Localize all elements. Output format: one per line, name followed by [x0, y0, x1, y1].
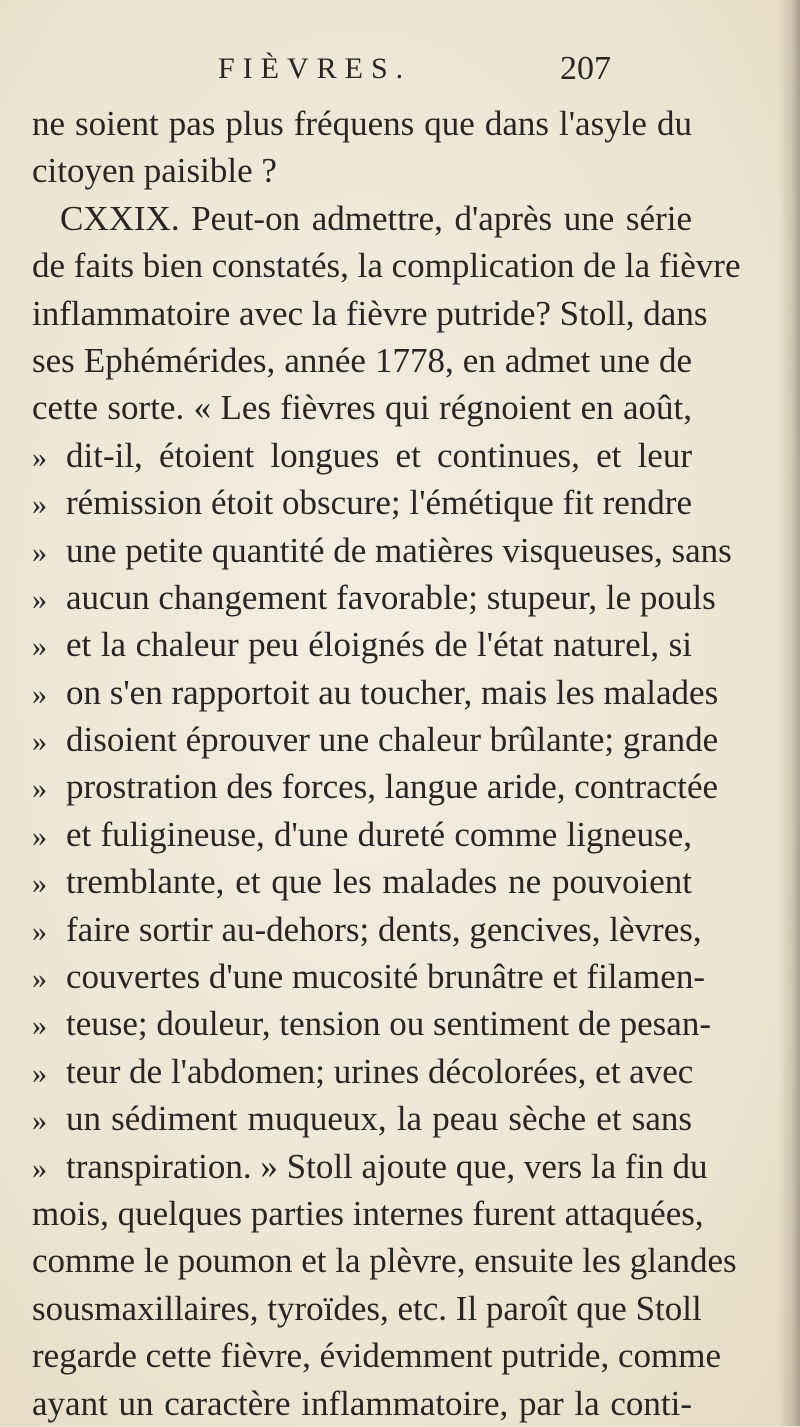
quote-line	[32, 811, 692, 858]
guillemet-mark: »	[32, 1151, 47, 1185]
quote-text: tremblante, et que les malades ne pouvoient	[66, 862, 692, 902]
quote-line	[32, 906, 702, 953]
page-number: 207	[560, 50, 611, 87]
text-line: inflammatoire avec la fièvre putride? Stoll, dans	[32, 293, 708, 333]
quote-line	[32, 1000, 711, 1047]
quote-text: prostration des forces, langue aride, contractée	[66, 767, 719, 807]
quote-text: un sédiment muqueux, la peau sèche et sans	[66, 1099, 692, 1139]
quote-line	[32, 1143, 708, 1190]
text-line: sousmaxillaires, tyroïdes, etc. Il paroît que Stoll	[32, 1288, 702, 1328]
text-line: ses Ephémérides, année 1778, en admet une de	[32, 340, 692, 380]
quote-line	[32, 669, 719, 716]
quote-text: une petite quantité de matières visqueuses, sans	[66, 530, 732, 570]
quote-line	[32, 953, 705, 1000]
quote-line	[32, 858, 692, 905]
quote-text: aucun changement favorable; stupeur, le pouls	[66, 577, 716, 617]
guillemet-mark: »	[32, 772, 47, 806]
guillemet-mark: »	[32, 535, 47, 569]
guillemet-mark: »	[32, 914, 47, 948]
quote-line	[32, 621, 692, 668]
quote-line	[32, 1095, 692, 1142]
quote-text: disoient éprouver une chaleur brûlante; grande	[66, 720, 719, 760]
quote-text: et fuligineuse, d'une dureté comme ligneuse,	[66, 814, 692, 854]
quotation	[32, 432, 732, 1190]
quote-text: teur de l'abdomen; urines décolorées, et avec	[66, 1051, 694, 1091]
body-text	[32, 100, 741, 1427]
guillemet-mark: »	[32, 725, 47, 759]
quote-line	[32, 716, 719, 763]
quote-text: faire sortir au-dehors; dents, gencives, lèvres,	[66, 909, 702, 949]
text-line: citoyen paisible ?	[32, 151, 277, 191]
quote-text: on s'en rapportoit au toucher, mais les malades	[66, 672, 719, 712]
guillemet-mark: »	[32, 582, 47, 616]
guillemet-mark: »	[32, 962, 47, 996]
quote-text: couvertes d'une mucosité brunâtre et filamen-	[66, 957, 705, 997]
quote-line	[32, 527, 732, 574]
quote-text: et la chaleur peu éloignés de l'état naturel, si	[66, 625, 692, 665]
quote-line	[32, 432, 692, 479]
running-title: FIÈVRES.	[218, 52, 412, 85]
quote-text: transpiration. » Stoll ajoute que, vers la fin du	[66, 1146, 708, 1186]
guillemet-mark: »	[32, 1009, 47, 1043]
quote-line	[32, 479, 692, 526]
text-line: regarde cette fièvre, évidemment putride, comme	[32, 1336, 721, 1376]
section-heading-line: CXXIX. Peut-on admettre, d'après une série	[60, 198, 692, 238]
text-line: comme le poumon et la plèvre, ensuite les glandes	[32, 1241, 737, 1281]
guillemet-mark: »	[32, 630, 47, 664]
guillemet-mark: »	[32, 867, 47, 901]
guillemet-mark: »	[32, 819, 47, 853]
quote-text: dit-il, étoient longues et continues, et leur	[66, 435, 692, 475]
quote-line	[32, 574, 716, 621]
quote-text: rémission étoit obscure; l'émétique fit rendre	[66, 483, 692, 523]
guillemet-mark: »	[32, 1104, 47, 1138]
quote-line	[32, 1048, 692, 1095]
guillemet-mark: »	[32, 1056, 47, 1090]
text-line: cette sorte. « Les fièvres qui régnoient en août,	[32, 388, 692, 428]
text-line: ayant un caractère inflammatoire, par la conti-	[32, 1383, 692, 1423]
guillemet-mark: »	[32, 440, 47, 474]
text-line: ne soient pas plus fréquens que dans l'asyle du	[32, 104, 692, 143]
quote-text: teuse; douleur, tension ou sentiment de pesan-	[66, 1004, 711, 1044]
page-header	[0, 52, 800, 92]
quote-line	[32, 763, 719, 810]
text-line: mois, quelques parties internes furent attaquées,	[32, 1193, 704, 1233]
text-line: de faits bien constatés, la complication de la fièvre	[32, 246, 741, 286]
guillemet-mark: »	[32, 488, 47, 522]
guillemet-mark: »	[32, 677, 47, 711]
page-edge-shadow	[778, 0, 800, 1426]
